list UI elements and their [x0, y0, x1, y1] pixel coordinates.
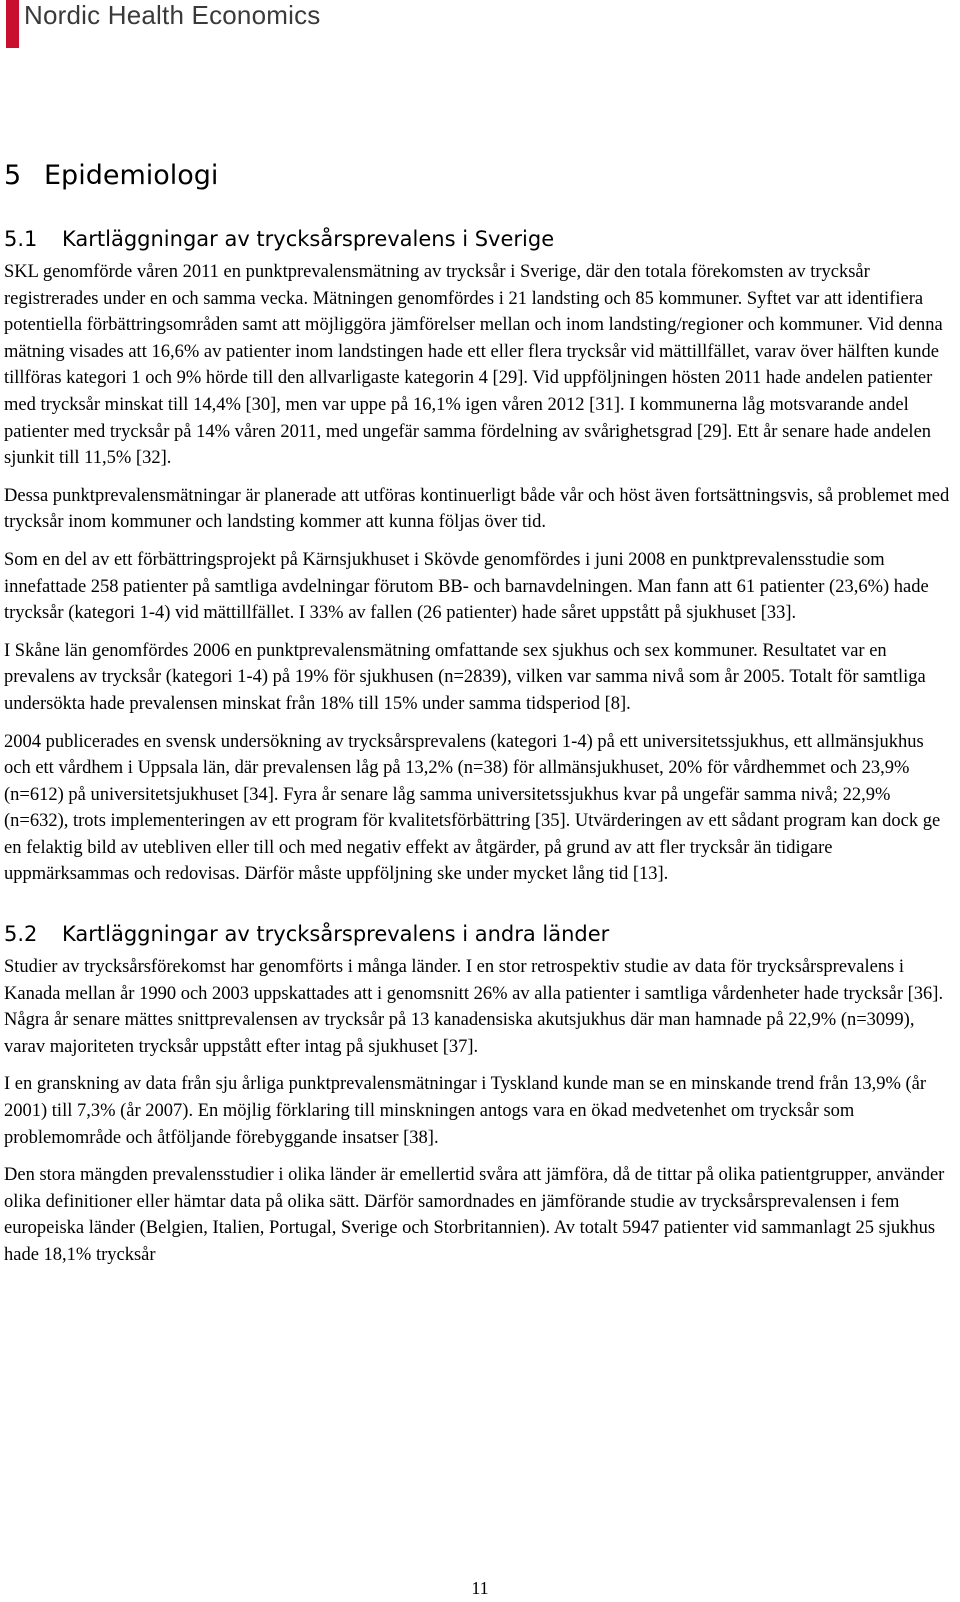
chapter-number: 5	[4, 160, 22, 191]
header-title: Nordic Health Economics	[24, 0, 321, 30]
brand-accent-bar	[6, 0, 19, 48]
paragraph: I Skåne län genomfördes 2006 en punktprevalensmätning omfattande sex sjukhus och sex kommuner. Resultatet var en prevalens av trycksår (kategori 1-4) på 19% för sjukhusen (n=2839), vilken var samma nivå som år 2005. Totalt för samtliga undersökta hade prevalensen minskat från 18% till 15% under samma tidsperiod [8].	[4, 640, 926, 714]
page-number: 11	[471, 1578, 489, 1598]
paragraph: Dessa punktprevalensmätningar är planerade att utföras kontinuerligt både vår och höst även fortsättningsvis, så problemet med trycksår inom kommuner och landsting kommer att kunna följas över tid.	[4, 485, 950, 533]
chapter-title: Epidemiologi	[44, 160, 219, 191]
document-body	[4, 140, 950, 1269]
section-heading-5-1	[4, 224, 950, 254]
section-title: Kartläggningar av trycksårsprevalens i andra länder	[62, 922, 610, 947]
section-number: 5.2	[4, 922, 38, 947]
paragraph: Den stora mängden prevalensstudier i olika länder är emellertid svåra att jämföra, då de tittar på olika patientgrupper, använder olika definitioner eller hämtar data på olika sätt. Därför samordnades en jämförande studie av trycksårsprevalensen i fem europeiska länder (Belgien, Italien, Portugal, Sverige och Storbritannien). Av totalt 5947 patienter vid sammanlagt 25 sjukhus hade 18,1% trycksår	[4, 1165, 945, 1265]
section-heading-5-2	[4, 919, 950, 949]
paragraph: 2004 publicerades en svensk undersökning av trycksårsprevalens (kategori 1-4) på ett universitetssjukhus, ett allmänsjukhus och ett vårdhem i Uppsala län, där prevalensen låg på 13,2% (n=38) för allmänsjukhuset, 20% för vårdhemmet och 23,9% (n=612) på universitetsjukhuset [34]. Fyra år senare låg samma universitetssjukhus kvar på ungefär samma nivå; 22,9% (n=632), trots implementeringen av ett program för kvalitetsförbättring [35]. Utvärderingen av ett sådant program kan dock ge en felaktig bild av utebliven eller till och med negativ effekt av åtgärder, på grund av att fler trycksår än tidigare uppmärksammas och redovisas. Därför måste uppföljning ske under mycket lång tid [13].	[4, 731, 941, 885]
paragraph: Som en del av ett förbättringsprojekt på Kärnsjukhuset i Skövde genomfördes i juni 2008 en punktprevalensstudie som innefattade 258 patienter på samtliga avdelningar förutom BB- och barnavdelningen. Man fann att 61 patienter (23,6%) hade trycksår (kategori 1-4) vid mättillfället. I 33% av fallen (26 patienter) hade såret uppstått på sjukhuset [33].	[4, 549, 929, 624]
section-title: Kartläggningar av trycksårsprevalens i Sverige	[62, 227, 555, 251]
section-number: 5.1	[4, 227, 38, 251]
paragraph: SKL genomförde våren 2011 en punktprevalensmätning av trycksår i Sverige, där den totala förekomsten av trycksår registrerades under en och samma vecka. Mätningen genomfördes i 21 landsting och 85 kommuner. Syftet var att identifiera potentiella förbättringsområden samt att möjliggöra jämförelser mellan och inom landsting/regioner och kommuner. Vid denna mätning visades att 16,6% av patienter inom landstingen hade ett eller flera trycksår vid mättillfället, varav över hälften kunde tillföras kategori 1 och 9% hörde till den allvarligaste kategorin 4 [29]. Vid uppföljningen hösten 2011 hade andelen patienter med trycksår minskat till 14,4% [30], men var uppe på 16,1% igen våren 2012 [31]. I kommunerna låg motsvarande andel patienter med trycksår på 14% våren 2011, med ungefär samma fördelning av svårighetsgrad [29]. Ett år senare hade andelen sjunkit till 11,5% [32].	[4, 262, 943, 469]
paragraph: Studier av trycksårsförekomst har genomförts i många länder. I en stor retrospektiv studie av data för trycksårsprevalens i Kanada mellan år 1990 och 2003 uppskattades att i genomsnitt 26% av alla patienter i samtliga vårdenheter hade trycksår [36]. Några år senare mättes snittprevalensen av trycksår på 13 kanadensiska akutsjukhus där man hamnade på 22,9% (n=3099), varav majoriteten trycksår uppstått efter intag på sjukhuset [37].	[4, 957, 944, 1057]
chapter-heading	[4, 152, 950, 200]
paragraph: I en granskning av data från sju årliga punktprevalensmätningar i Tyskland kunde man se en minskande trend från 13,9% (år 2001) till 7,3% (år 2007). En möjlig förklaring till minskningen antogs vara en ökad medvetenhet om trycksår som problemområde och åtföljande förebyggande insatser [38].	[4, 1074, 927, 1148]
page-header	[0, 0, 960, 60]
